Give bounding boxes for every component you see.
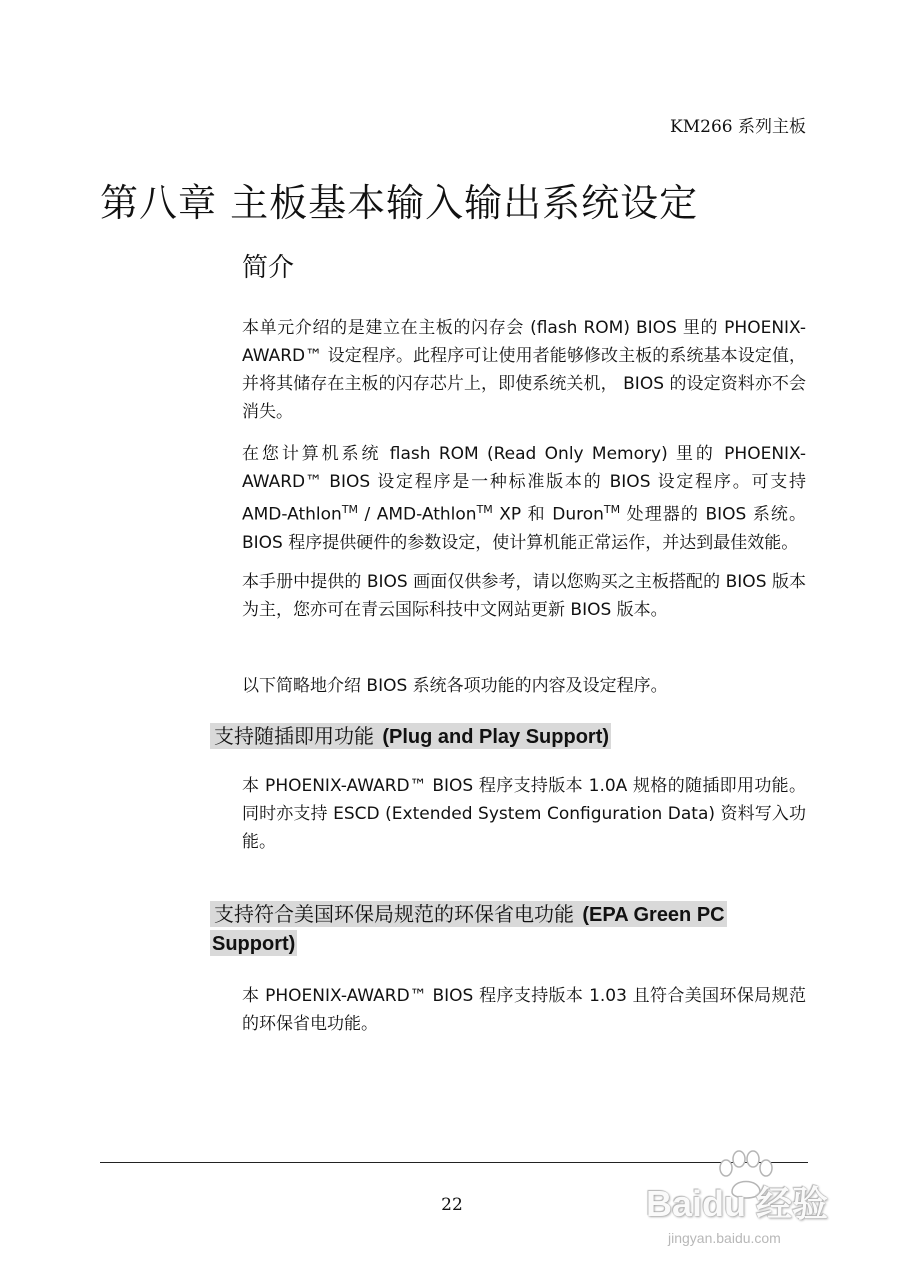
baidu-jingyan-logo: Baidu 经验 xyxy=(646,1183,829,1224)
running-header: KM266 系列主板 xyxy=(670,117,806,137)
intro-paragraph-2: 在您计算机系统 flash ROM (Read Only Memory) 里的 PHOENIX-AWARD™ BIOS 设定程序是一种标准版本的 BIOS 设定程序。可支持 AMD-Athlon™ / AMD-Athlon™ XP 和 Duron™ 处理器的 BIOS 系统。 BIOS 程序提供硬件的参数设定，使计算机能正常运作，并达到最佳效能。 xyxy=(242,444,806,553)
watermark xyxy=(642,1150,862,1260)
page-number: 22 xyxy=(441,1195,463,1215)
watermark-url: jingyan.baidu.com xyxy=(668,1230,781,1246)
intro-paragraph-4: 以下简略地介绍 BIOS 系统各项功能的内容及设定程序。 xyxy=(242,676,668,696)
pnp-section-body: 本 PHOENIX-AWARD™ BIOS 程序支持版本 1.0A 规格的随插即用功能。同时亦支持 ESCD (Extended System Configuration Data) 资料写入功能。 xyxy=(242,776,806,852)
intro-heading: 简介 xyxy=(242,253,295,283)
epa-section-body: 本 PHOENIX-AWARD™ BIOS 程序支持版本 1.03 且符合美国环保局规范的环保省电功能。 xyxy=(242,986,806,1034)
intro-paragraph-3: 本手册中提供的 BIOS 画面仅供参考，请以您购买之主板搭配的 BIOS 版本为主，您亦可在青云国际科技中文网站更新 BIOS 版本。 xyxy=(242,572,806,620)
trademark-superscript: TM xyxy=(603,503,621,516)
intro-paragraph-1: 本单元介绍的是建立在主板的闪存会 (flash ROM) BIOS 里的 PHOENIX-AWARD™ 设定程序。此程序可让使用者能够修改主板的系统基本设定值，并将其储存在主板的闪存芯片上，即使系统关机， BIOS 的设定资料亦不会消失。 xyxy=(242,318,806,422)
epa-section-heading: 支持符合美国环保局规范的环保省电功能 (EPA Green PC Support) xyxy=(212,902,725,955)
trademark-superscript: TM xyxy=(341,503,359,516)
trademark-superscript: TM xyxy=(476,503,493,516)
chapter-title: 第八章 主板基本输入输出系统设定 xyxy=(100,181,699,225)
pnp-section-heading: 支持随插即用功能 (Plug and Play Support) xyxy=(210,722,805,751)
